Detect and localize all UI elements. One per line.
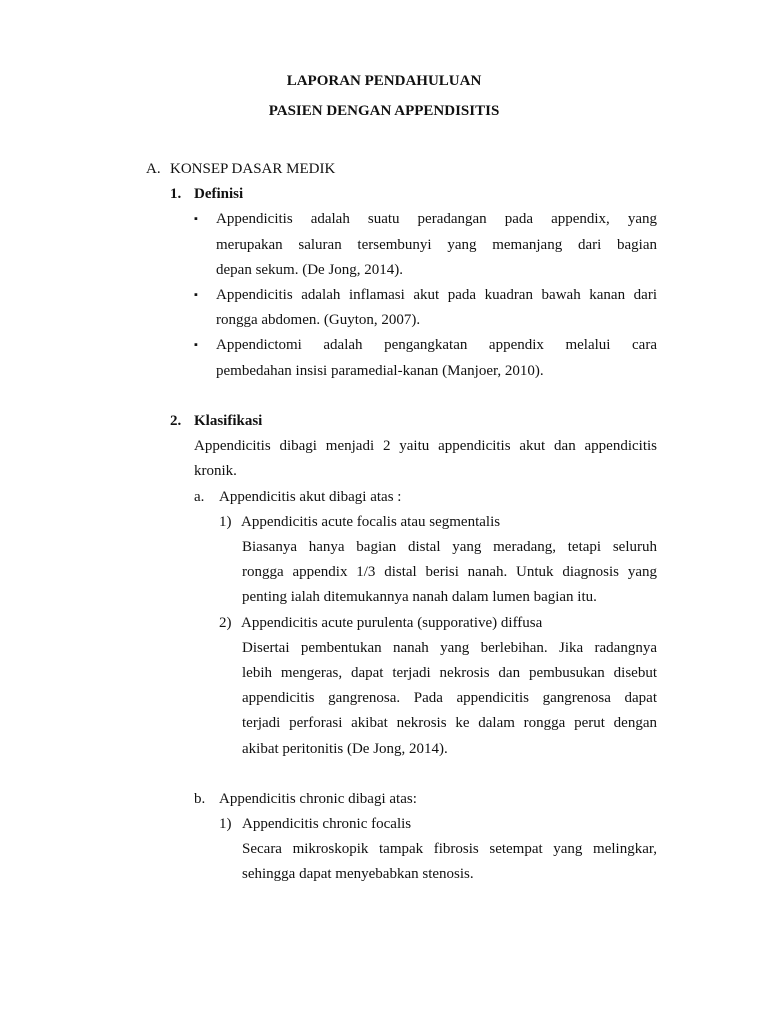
akut-item-1-line-2: rongga appendix 1/3 distal berisi nanah. Untuk diagnosis yang: [242, 564, 657, 580]
definisi-bullet-3-line-2: pembedahan insisi paramedial-kanan (Manjoer, 2010).: [216, 363, 544, 379]
definisi-heading: Definisi: [194, 186, 244, 202]
klasifikasi-a-marker: a.: [194, 489, 205, 505]
akut-item-2-title: Appendicitis acute purulenta (supporative) diffusa: [241, 615, 543, 631]
chronic-item-1-title: Appendicitis chronic focalis: [242, 816, 412, 832]
klasifikasi-intro-line-2: kronik.: [194, 463, 237, 479]
section-a-marker: A.: [146, 161, 161, 177]
akut-item-1-line-1: Biasanya hanya bagian distal yang meradang, tetapi seluruh: [242, 539, 657, 555]
definisi-bullet-1-line-1: Appendicitis adalah suatu peradangan pada appendix, yang: [216, 211, 657, 227]
klasifikasi-number: 2.: [170, 413, 182, 429]
klasifikasi-a-label: Appendicitis akut dibagi atas :: [219, 489, 402, 505]
akut-item-1-title: Appendicitis acute focalis atau segmentalis: [241, 514, 501, 530]
chronic-item-1-line-2: sehingga dapat menyebabkan stenosis.: [242, 866, 474, 882]
akut-item-2-line-2: lebih mengeras, dapat terjadi nekrosis dan pembusukan disebut: [242, 665, 657, 681]
klasifikasi-intro-line-1: Appendicitis dibagi menjadi 2 yaitu appendicitis akut dan appendicitis: [194, 438, 657, 454]
definisi-bullet-2-line-2: rongga abdomen. (Guyton, 2007).: [216, 312, 421, 328]
definisi-number: 1.: [170, 186, 182, 202]
chronic-item-1-line-1: Secara mikroskopik tampak fibrosis setempat yang melingkar,: [242, 841, 657, 857]
chronic-item-1-marker: 1): [219, 816, 232, 832]
akut-item-2-line-5: akibat peritonitis (De Jong, 2014).: [242, 741, 448, 757]
definisi-bullet-3-line-1: Appendictomi adalah pengangkatan appendix melalui cara: [216, 337, 657, 353]
klasifikasi-b-label: Appendicitis chronic dibagi atas:: [219, 791, 417, 807]
definisi-bullet-1-line-2: merupakan saluran tersembunyi yang memanjang dari bagian: [216, 237, 657, 253]
klasifikasi-heading: Klasifikasi: [194, 413, 263, 429]
bullet-icon: ▪: [194, 289, 198, 301]
definisi-bullet-2-line-1: Appendicitis adalah inflamasi akut pada kuadran bawah kanan dari: [216, 287, 657, 303]
akut-item-1-line-3: penting ialah ditemukannya nanah dalam lumen bagian itu.: [242, 589, 597, 605]
akut-item-2-line-3: appendicitis gangrenosa. Pada appendicitis gangrenosa dapat: [242, 690, 657, 706]
bullet-icon: ▪: [194, 339, 198, 351]
akut-item-2-line-4: terjadi perforasi akibat nekrosis ke dalam rongga perut dengan: [242, 715, 657, 731]
akut-item-2-marker: 2): [219, 615, 232, 631]
bullet-icon: ▪: [194, 213, 198, 225]
akut-item-2-line-1: Disertai pembentukan nanah yang berlebihan. Jika radangnya: [242, 640, 657, 656]
document-title: LAPORAN PENDAHULUAN: [286, 73, 482, 89]
definisi-bullet-1-line-3: depan sekum. (De Jong, 2014).: [216, 262, 404, 278]
section-a-heading: KONSEP DASAR MEDIK: [170, 161, 336, 177]
klasifikasi-b-marker: b.: [194, 791, 206, 807]
document-subtitle: PASIEN DENGAN APPENDISITIS: [268, 103, 500, 119]
akut-item-1-marker: 1): [219, 514, 232, 530]
